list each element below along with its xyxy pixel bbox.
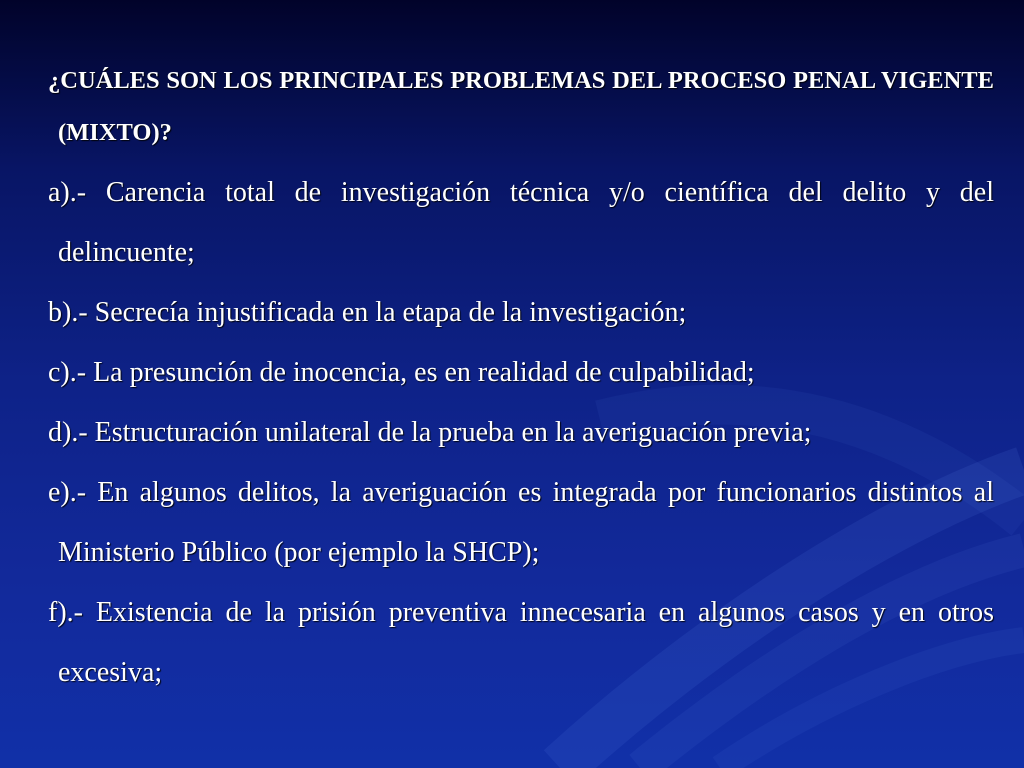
list-item-c: c).- La presunción de inocencia, es en realidad de culpabilidad; [48, 357, 755, 388]
list-item-b: b).- Secrecía injustificada en la etapa de la investigación; [48, 297, 687, 328]
slide-content [48, 55, 994, 703]
slide-heading: ¿CUÁLES SON LOS PRINCIPALES PROBLEMAS DEL PROCESO PENAL VIGENTE (MIXTO)? [48, 67, 994, 146]
list-item-e: e).- En algunos delitos, la averiguación es integrada por funcionarios distintos al Ministerio Público (por ejemplo la SHCP); [48, 477, 994, 568]
list-item-d: d).- Estructuración unilateral de la prueba en la averiguación previa; [48, 417, 812, 448]
list-item-a: a).- Carencia total de investigación técnica y/o científica del delito y del delincuente; [48, 177, 994, 268]
list-item-f: f).- Existencia de la prisión preventiva innecesaria en algunos casos y en otros excesiva; [48, 597, 994, 688]
